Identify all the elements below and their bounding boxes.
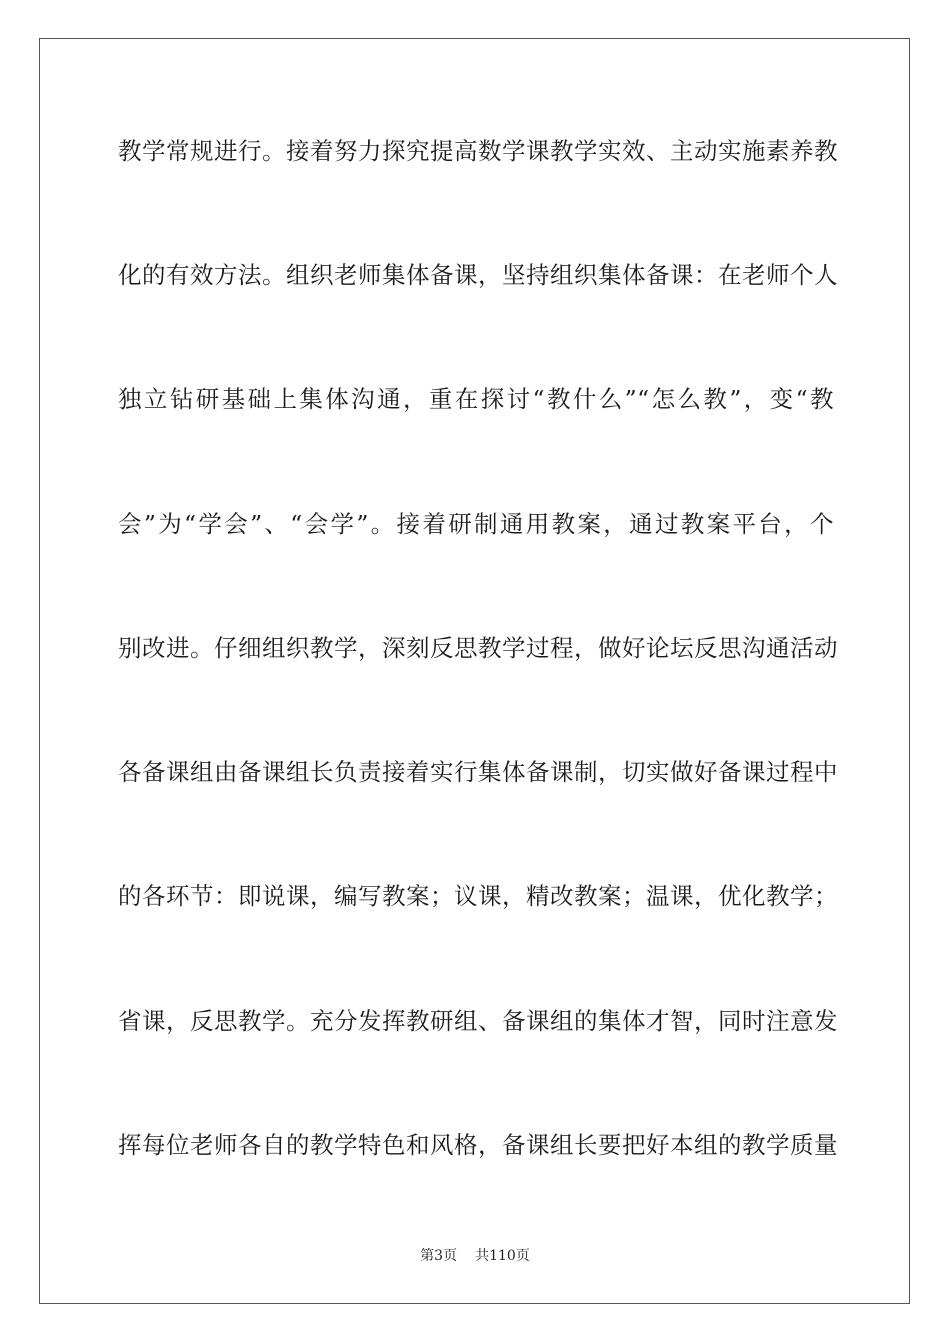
page-number: 第3页 <box>420 1248 458 1264</box>
text-line: 别改进。仔细组织教学，深刻反思教学过程，做好论坛反思沟通活动 <box>118 634 838 662</box>
text-line: 化的有效方法。组织老师集体备课，坚持组织集体备课：在老师个人 <box>118 261 838 289</box>
text-line: 省课，反思教学。充分发挥教研组、备课组的集体才智，同时注意发 <box>118 1007 838 1035</box>
text-line: 独立钻研基础上集体沟通，重在探讨“教什么”“怎么教”，变“教 <box>118 385 834 413</box>
text-line: 各备课组由备课组长负责接着实行集体备课制，切实做好备课过程中 <box>118 758 838 786</box>
text-line: 教学常规进行。接着努力探究提高数学课教学实效、主动实施素养教 <box>118 137 838 165</box>
text-line: 挥每位老师各自的教学特色和风格，备课组长要把好本组的教学质量 <box>118 1131 838 1159</box>
text-line: 的各环节：即说课，编写教案；议课，精改教案；温课，优化教学； <box>118 882 838 910</box>
page-total: 共110页 <box>475 1248 530 1264</box>
page-footer <box>0 1246 950 1266</box>
text-line: 会”为“学会”、“会学”。接着研制通用教案，通过教案平台，个 <box>118 510 834 538</box>
page-border <box>39 38 910 1304</box>
